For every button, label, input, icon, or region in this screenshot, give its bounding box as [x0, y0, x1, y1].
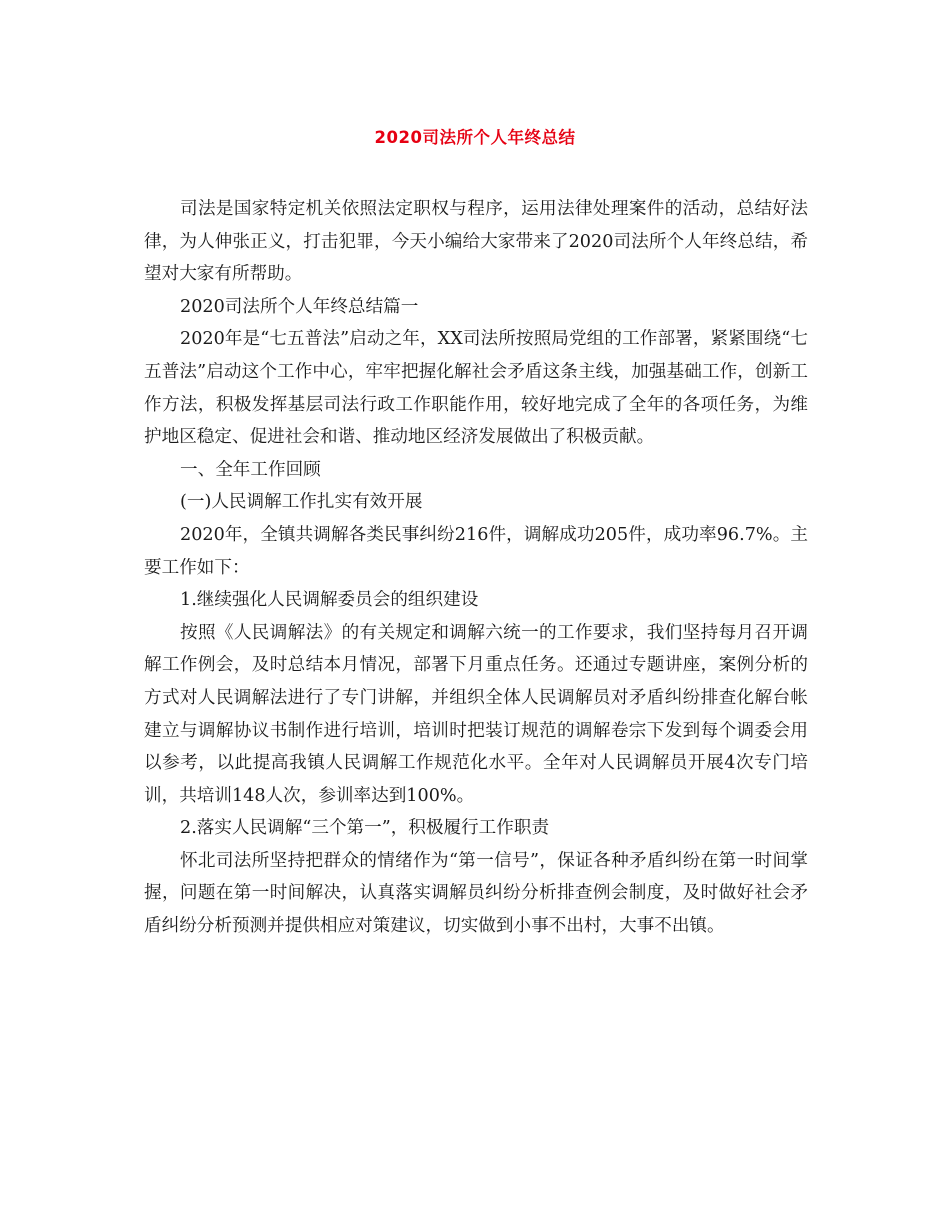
intro-paragraph: 司法是国家特定机关依照法定职权与程序，运用法律处理案件的活动，总结好法律，为人伸张正义，打击犯罪，今天小编给大家带来了2020司法所个人年终总结，希望对大家有所帮助。 — [144, 199, 808, 285]
heading-committee-building: 1.继续强化人民调解委员会的组织建设 — [180, 590, 479, 611]
heading-annual-review: 一、全年工作回顾 — [180, 459, 321, 480]
overview-paragraph: 2020年是“七五普法”启动之年，XX司法所按照局党组的工作部署，紧紧围绕“七五普法”启动这个工作中心，牢牢把握化解社会矛盾这条主线，加强基础工作，创新工作方法，积极发挥基层司法行政工作职能作用，较好地完成了全年的各项任务，为维护地区稳定、促进社会和谐、推动地区经济发展做出了积极贡献。 — [144, 329, 808, 448]
document-body — [144, 193, 808, 943]
mediation-stats-paragraph: 2020年，全镇共调解各类民事纠纷216件，调解成功205件，成功率96.7%。主要工作如下： — [144, 524, 808, 578]
section-heading-part-one: 2020司法所个人年终总结篇一 — [180, 296, 419, 317]
heading-three-firsts: 2.落实人民调解“三个第一”，积极履行工作职责 — [180, 818, 550, 839]
heading-mediation-work: (一)人民调解工作扎实有效开展 — [180, 492, 423, 513]
three-firsts-paragraph: 怀北司法所坚持把群众的情绪作为“第一信号”，保证各种矛盾纠纷在第一时间掌握，问题在第一时间解决，认真落实调解员纠纷分析排查例会制度，及时做好社会矛盾纠纷分析预测并提供相应对策建议，切实做到小事不出村，大事不出镇。 — [144, 850, 808, 937]
committee-building-paragraph: 按照《人民调解法》的有关规定和调解六统一的工作要求，我们坚持每月召开调解工作例会，及时总结本月情况，部署下月重点任务。还通过专题讲座，案例分析的方式对人民调解法进行了专门讲解，并组织全体人民调解员对矛盾纠纷排查化解台帐建立与调解协议书制作进行培训，培训时把装订规范的调解卷宗下发到每个调委会用以参考，以此提高我镇人民调解工作规范化水平。全年对人民调解员开展4次专门培训，共培训148人次，参训率达到100%。 — [144, 622, 808, 806]
document-title: 2020司法所个人年终总结 — [374, 128, 576, 147]
